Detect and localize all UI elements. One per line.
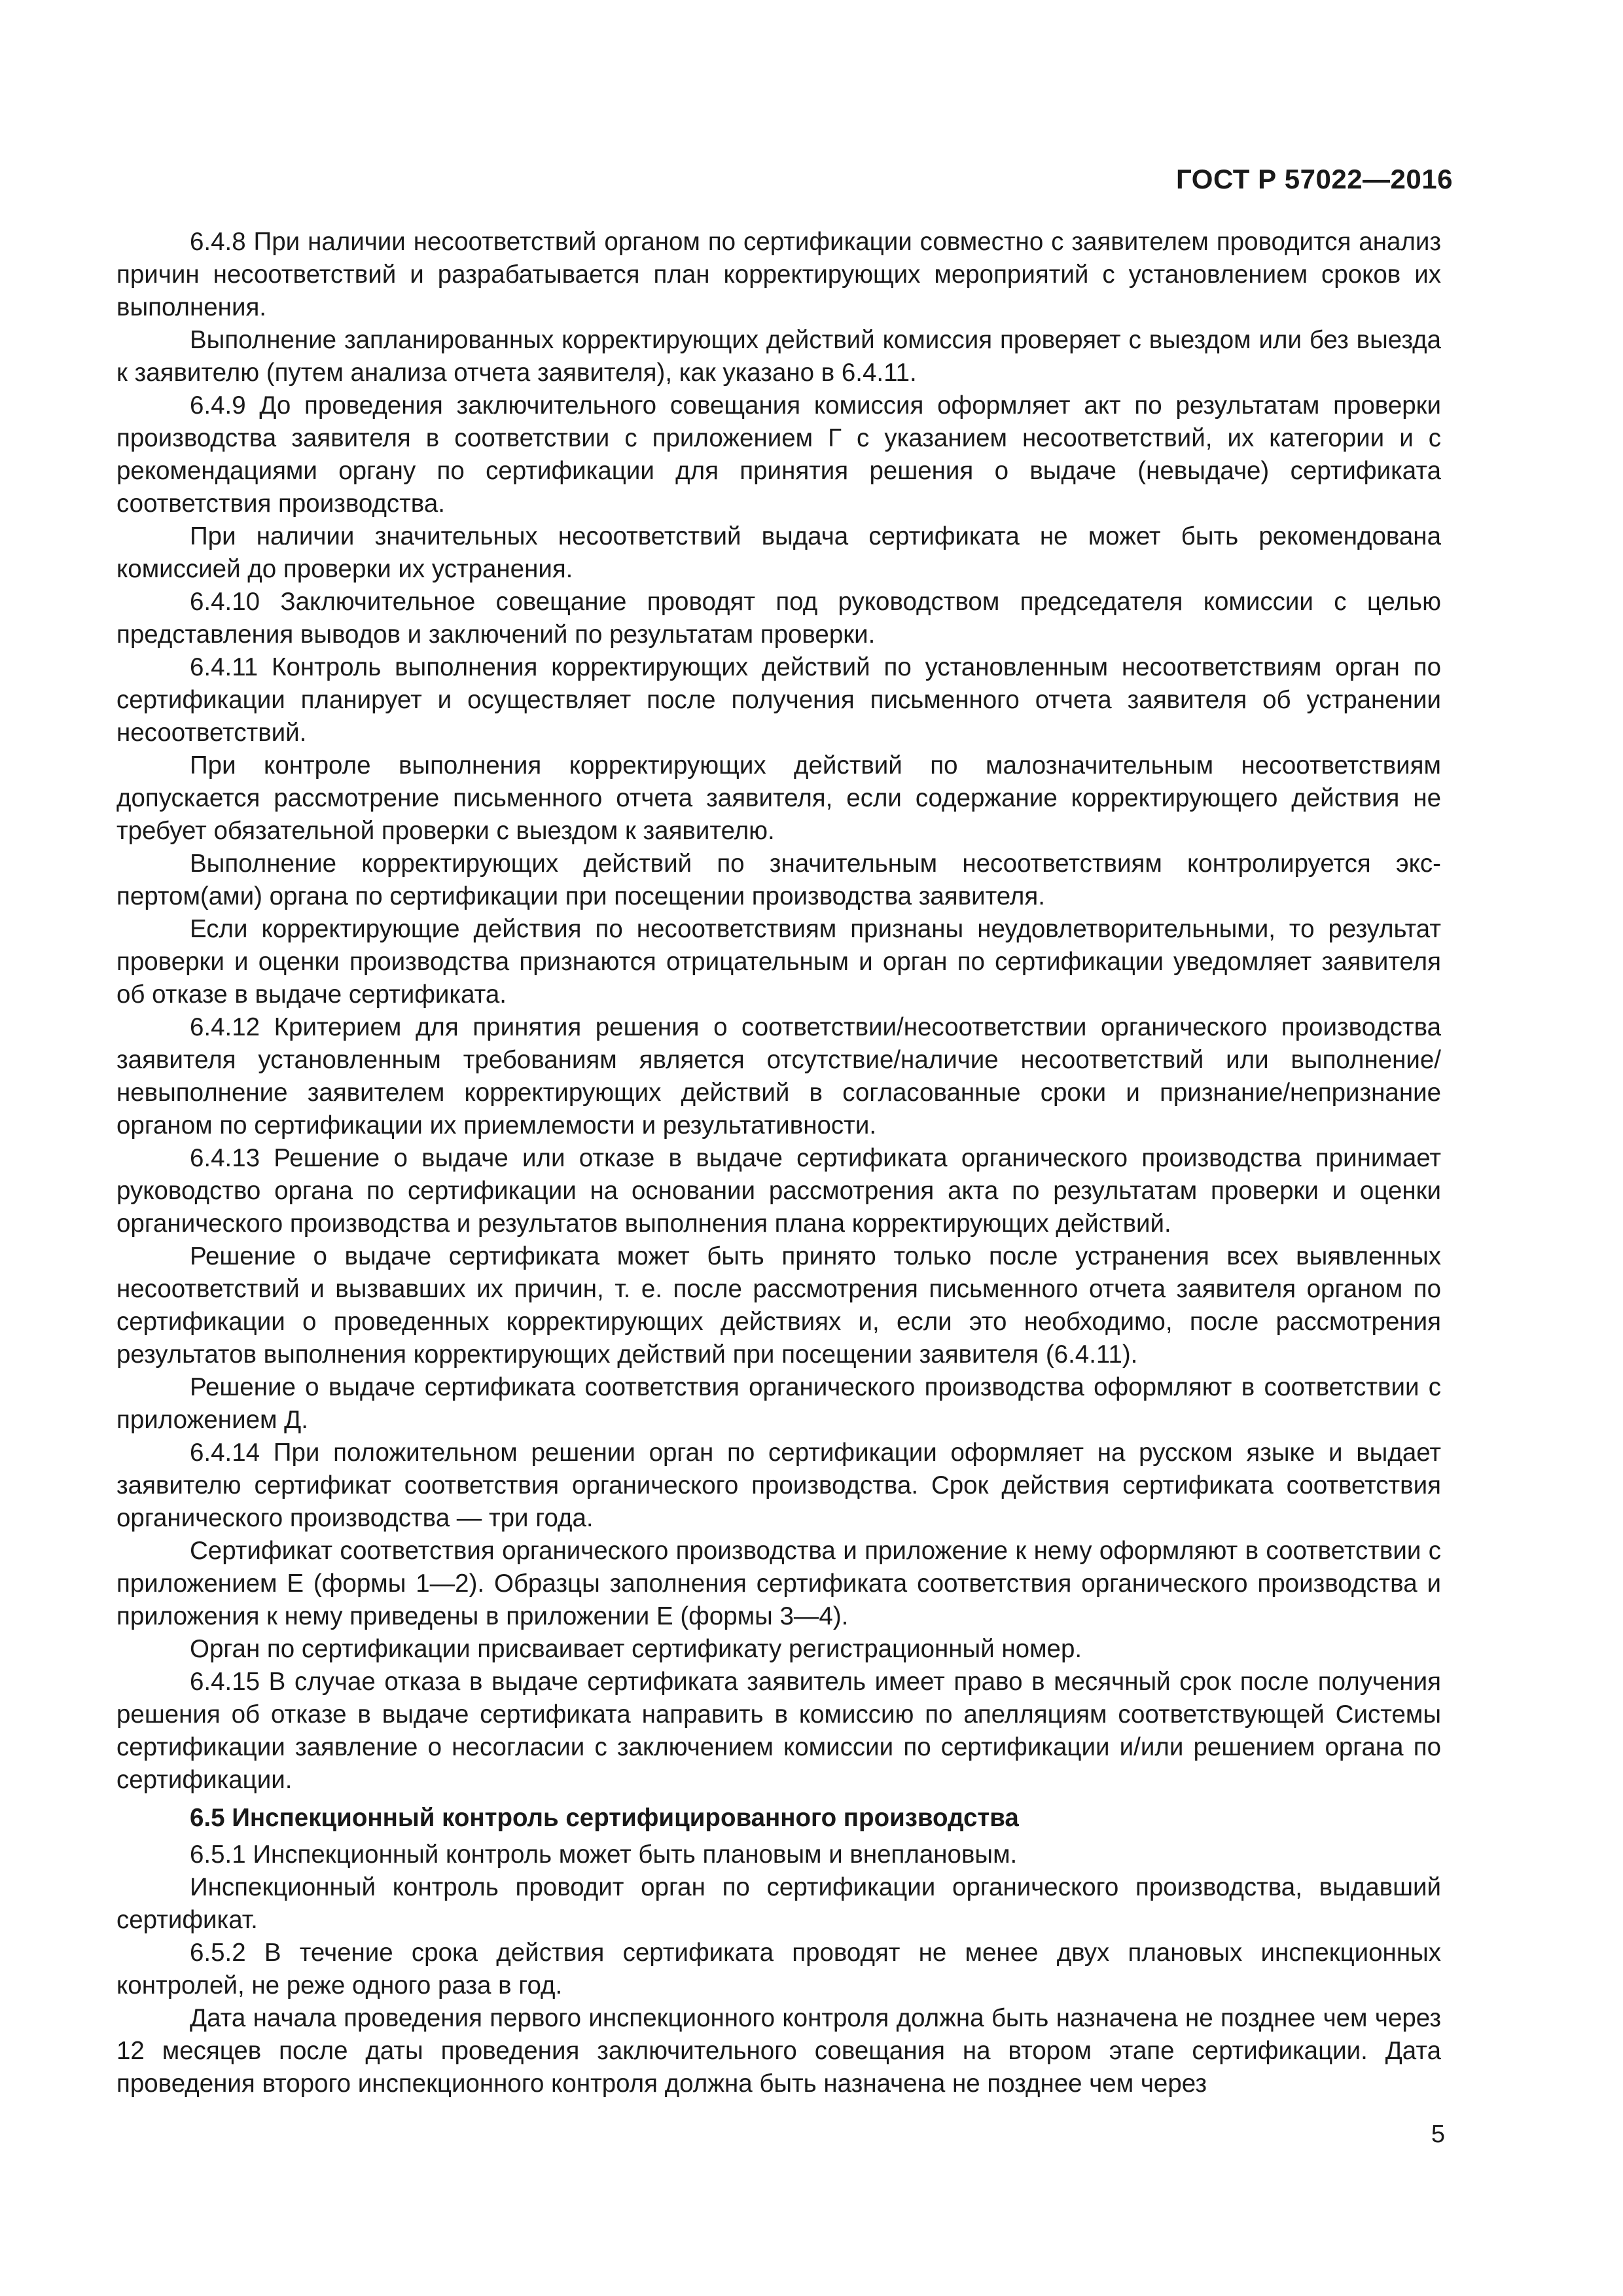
paragraph-6-5-1: 6.5.1 Инспекционный контроль может быть плановым и внеплановым. [190, 1840, 1018, 1869]
paragraph: Дата начала проведения первого инспекционного контроля должна быть назначена не позднее чем через 12 месяцев после даты проведения заключительного совещания на втором этапе сертификации. Дата проведения второго инспекционного контроля должна быть назначена не позднее чем через [116, 2004, 1441, 2098]
standard-code: ГОСТ Р 57022—2016 [1176, 164, 1453, 194]
paragraph: При контроле выполнения корректирующих действий по малозначительным несоответствиям допускается рассмотрение письменного отчета заявителя, если содержание корректирующего действия не требует обязательной проверки с выездом к заявителю. [116, 751, 1441, 845]
section-heading-6-5: 6.5 Инспекционный контроль сертифицированного производства [190, 1804, 1019, 1832]
paragraph-6-4-11: 6.4.11 Контроль выполнения корректирующих действий по установленным несоответствиям орган по сертификации планирует и осуществляет после получения письменного отчета заявителя об устранении несоответствий. [116, 653, 1441, 747]
document-body [116, 226, 1441, 2100]
paragraph: Решение о выдаче сертификата соответствия органического производства оформляют в соответствии с приложением Д. [116, 1373, 1441, 1434]
paragraph: Если корректирующие действия по несоответствиям признаны неудовлетворительными, то результат проверки и оценки производства признаются отрицательным и орган по сертификации уведомляет заявителя об отказе в выдаче сертификата. [116, 915, 1441, 1009]
paragraph-6-4-12: 6.4.12 Критерием для принятия решения о соответствии/несоответствии органического производства заявителя установленным требованиям является отсутствие/наличие несоответствий или выполнение/невыполнение заявителем корректирующих действий в согласованные сроки и признание/непризнание органом по сертификации их приемлемости и результативности. [116, 1013, 1441, 1139]
paragraph-6-4-8: 6.4.8 При наличии несоответствий органом по сертификации совместно с заявителем проводится анализ причин несоответствий и разрабатывается план корректирующих мероприятий с установлением сроков их выполнения. [116, 228, 1441, 321]
paragraph-6-4-14: 6.4.14 При положительном решении орган по сертификации оформляет на русском языке и выдает заявителю сертификат соответствия органического производства. Срок действия сертификата соответствия органического производства — три года. [116, 1439, 1441, 1532]
paragraph: Выполнение корректирующих действий по значительным несоответствиям контролируется экспертом(ами) органа по сертификации при посещении производства заявителя. [116, 850, 1441, 910]
paragraph-6-4-10: 6.4.10 Заключительное совещание проводят под руководством председателя комиссии с целью представления выводов и заключений по результатам проверки. [116, 588, 1441, 649]
paragraph: Орган по сертификации присваивает сертификату регистрационный номер. [190, 1635, 1082, 1663]
page-number: 5 [1431, 2121, 1445, 2148]
paragraph: Сертификат соответствия органического производства и приложение к нему оформляют в соответствии с приложением Е (формы 1—2). Образцы заполнения сертификата соответствия органического производства и приложения к нему приведены в приложении Е (формы 3—4). [116, 1537, 1441, 1630]
paragraph: Выполнение запланированных корректирующих действий комиссия проверяет с выездом или без выезда к заявителю (путем анализа отчета заявителя), как указано в 6.4.11. [116, 326, 1441, 387]
paragraph: При наличии значительных несоответствий выдача сертификата не может быть рекомендована комиссией до проверки их устранения. [116, 522, 1441, 583]
paragraph-6-4-13: 6.4.13 Решение о выдаче или отказе в выдаче сертификата органического производства принимает руководство органа по сертификации на основании рассмотрения акта по результатам проверки и оценки органического производства и результатов выполнения плана корректирующих действий. [116, 1144, 1441, 1238]
paragraph: Решение о выдаче сертификата может быть принято только после устранения всех выявленных несоответствий и вызвавших их причин, т. е. после рассмотрения письменного отчета заявителя органом по сертификации о проведенных корректирующих действиях и, если это необходимо, после рассмотрения результатов выполнения корректирующих действий при посещении заявителя (6.4.11). [116, 1242, 1441, 1369]
paragraph-6-5-2: 6.5.2 В течение срока действия сертификата проводят не менее двух плановых инспекционных контролей, не реже одного раза в год. [116, 1939, 1441, 2000]
document-header [1176, 164, 1453, 195]
paragraph-6-4-15: 6.4.15 В случае отказа в выдаче сертификата заявитель имеет право в месячный срок после получения решения об отказе в выдаче сертификата направить в комиссию по апелляциям соответствующей Системы сертификации заявление о несогласии с заключением комиссии по сертификации и/или решением органа по сертификации. [116, 1668, 1441, 1794]
paragraph-6-4-9: 6.4.9 До проведения заключительного совещания комиссия оформляет акт по результатам проверки производства заявителя в соответствии с приложением Г с указанием несоответствий, их категории и с рекомендациями органу по сертификации для принятия решения о выдаче (невыдаче) сертификата соответствия производства. [116, 391, 1441, 518]
paragraph: Инспекционный контроль проводит орган по сертификации органического производства, выдавший сертификат. [116, 1873, 1441, 1934]
